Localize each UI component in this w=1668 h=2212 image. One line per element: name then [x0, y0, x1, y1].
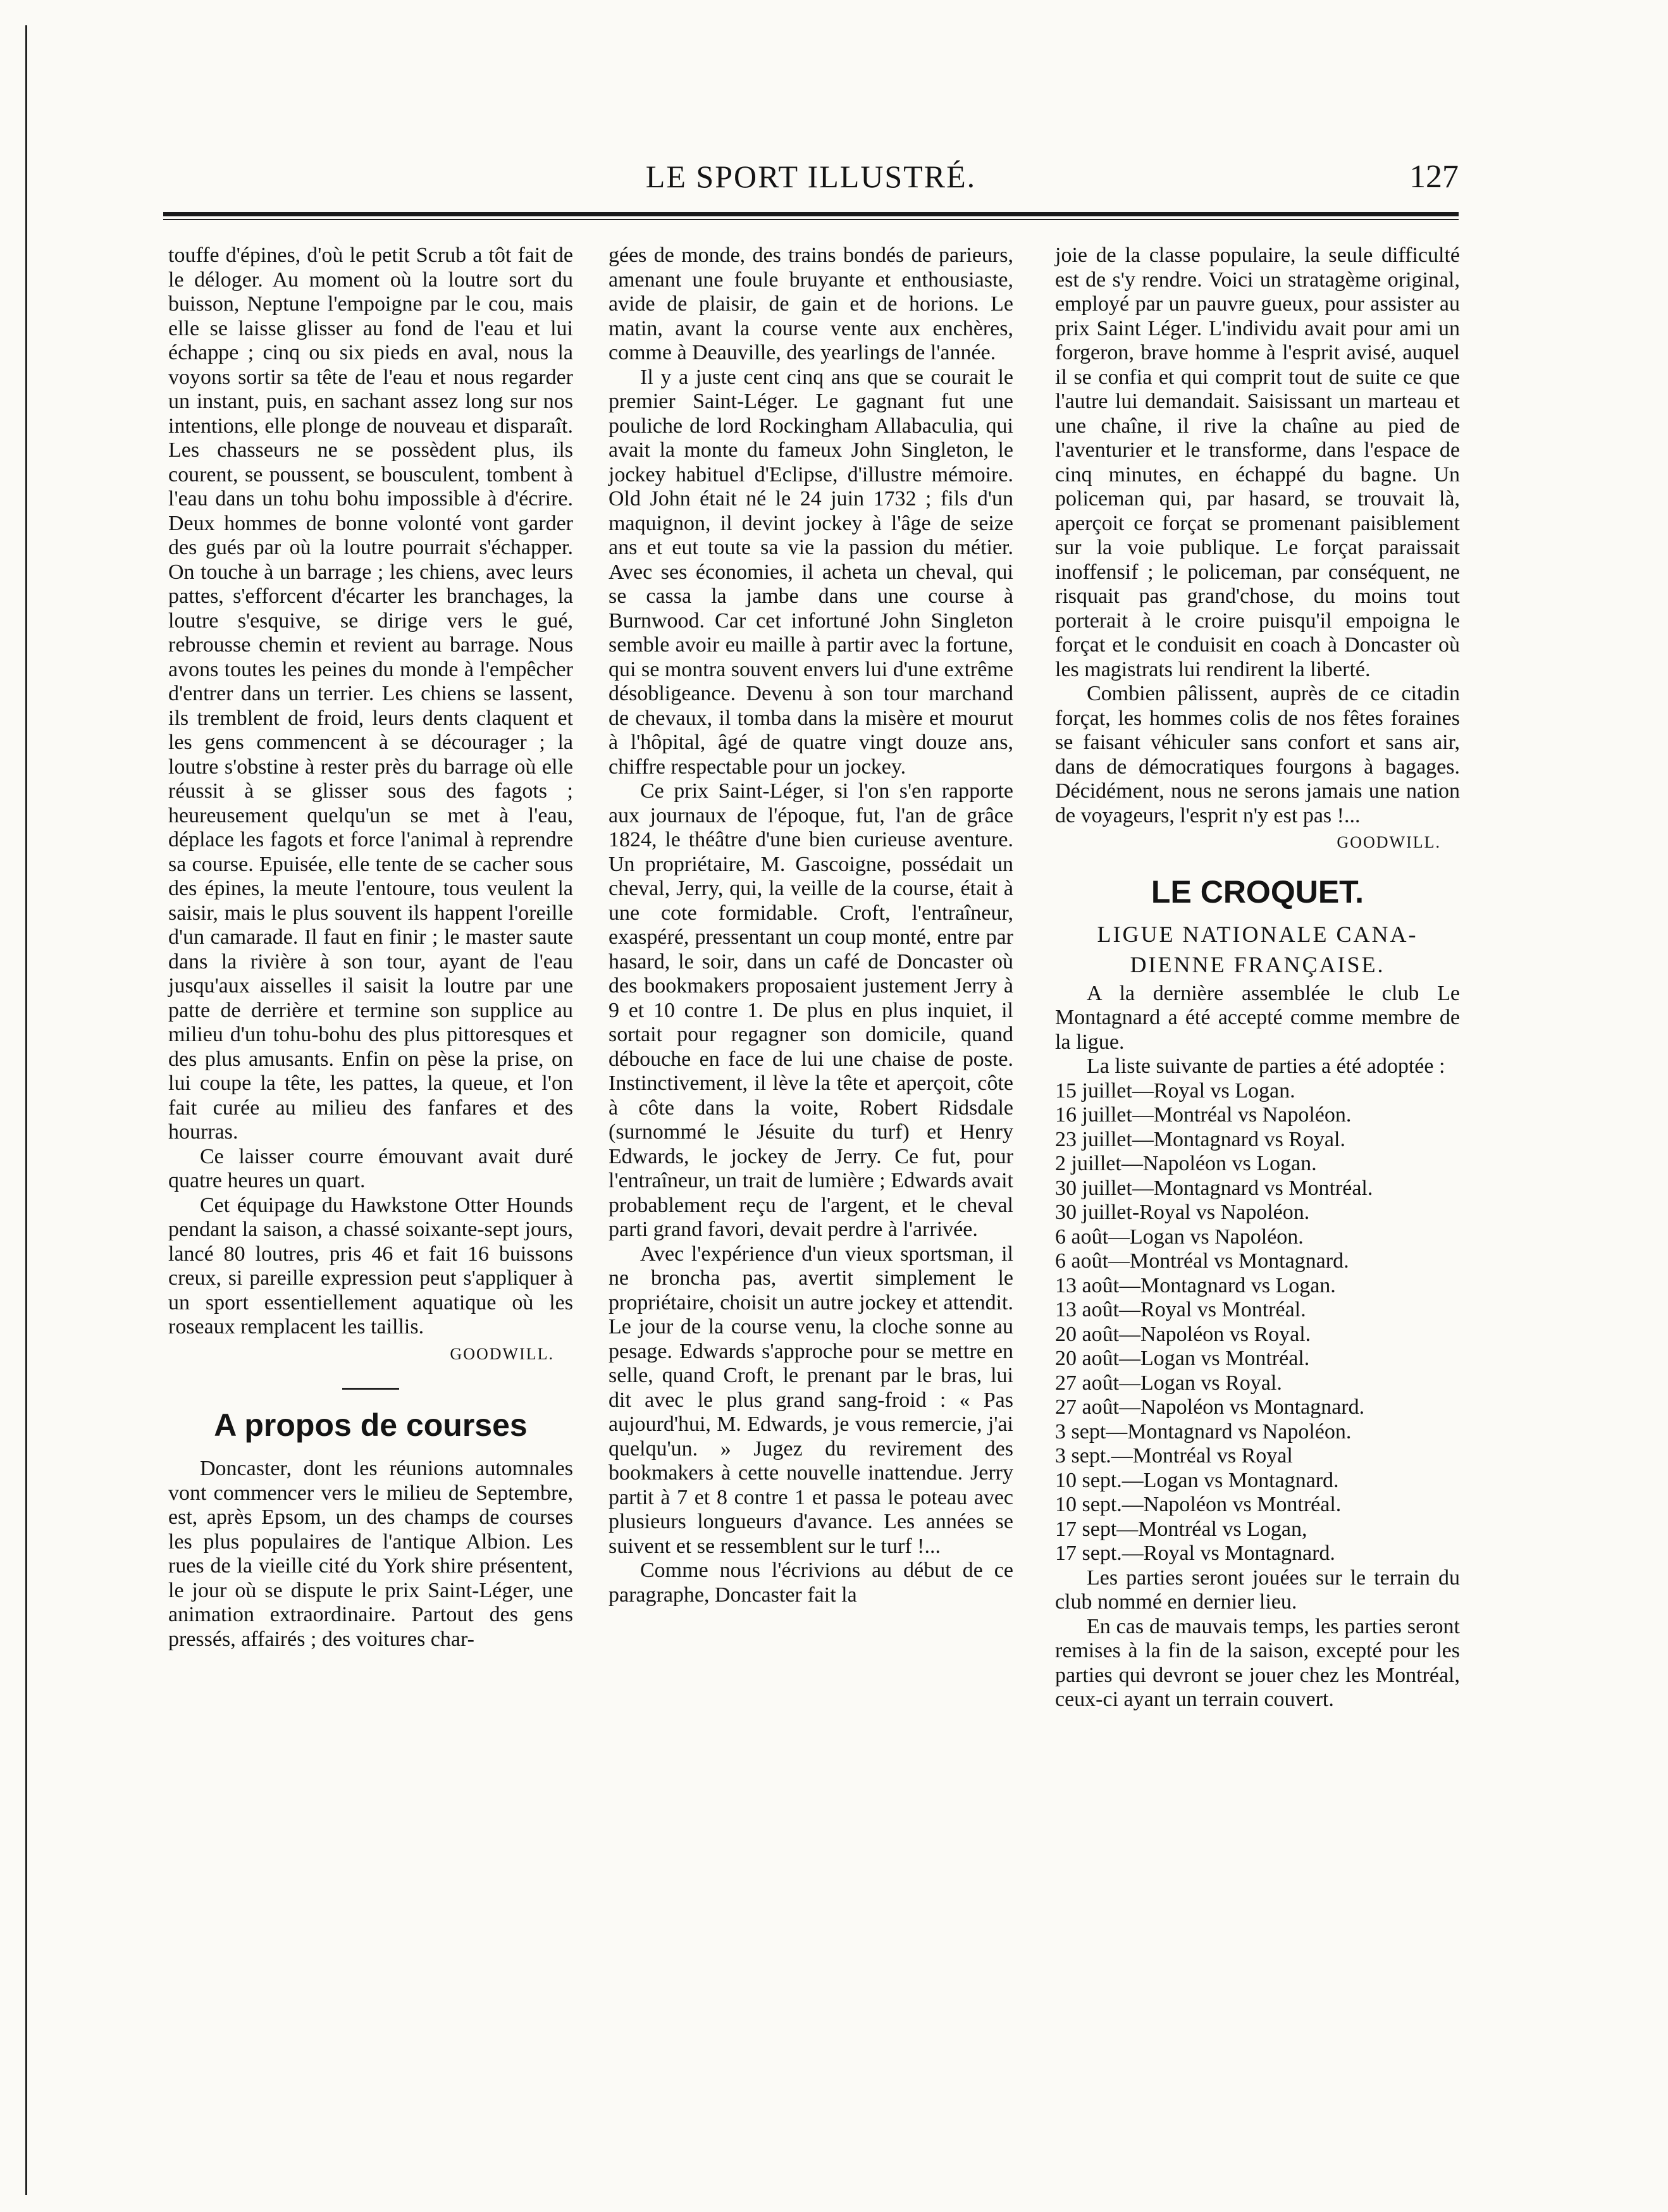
- signature: GOODWILL.: [450, 1344, 554, 1363]
- schedule-item: 17 sept.—Royal vs Montagnard.: [1055, 1542, 1335, 1565]
- schedule-item: 27 août—Napoléon vs Montagnard.: [1055, 1395, 1365, 1419]
- schedule-item: 17 sept—Montréal vs Logan,: [1055, 1517, 1307, 1541]
- column-2: [609, 244, 1013, 1607]
- schedule-item: 3 sept—Montagnard vs Napoléon.: [1055, 1419, 1352, 1443]
- article-title: LE CROQUET.: [1151, 874, 1364, 910]
- paragraph: Il y a juste cent cinq ans que se courait le premier Saint-Léger. Le gagnant fut une pouliche de lord Rockingham Allabaculia, qui avait la monte du fameux John Singleton, le jockey habituel d'Eclipse, d'illustre mémoire. Old John était né le 24 juin 1732 ; fils d'un maquignon, il devint jockey à l'âge de seize ans et eut toute sa vie la passion du métier. Avec ses économies, il acheta un cheval, qui se cassa la jambe dans une course à Burnwood. Car cet infortuné John Singleton semble avoir eu maille à partir avec la fortune, qui se montra souvent envers lui d'une extrême désobligeance. Devenu à son tour marchand de chevaux, il tomba dans la misère et mourut à l'hôpital, âgé de quatre vingt douze ans, chiffre respectable pour un jockey.: [609, 365, 1013, 779]
- paragraph: Avec l'expérience d'un vieux sportsman, il ne broncha pas, avertit simplement le propriétaire, choisit un autre jockey et attendit. Le jour de la course venu, la cloche sonne au pesage. Edwards s'approche pour se mettre en selle, quand Croft, le prenant par le bras, lui dit avec le plus grand sang-froid : « Pas aujourd'hui, M. Edwards, je vous remercie, j'ai quelqu'un. » Jugez du revirement des bookmakers à cette nouvelle inattendue. Jerry partit à 7 et 8 contre 1 et passa le poteau avec plusieurs longueurs d'avance. Les années se suivent et se ressemblent sur le turf !...: [609, 1242, 1013, 1558]
- schedule-item: 23 juillet—Montagnard vs Royal.: [1055, 1127, 1345, 1151]
- schedule-item: 20 août—Napoléon vs Royal.: [1055, 1322, 1311, 1346]
- section-divider: [342, 1388, 399, 1390]
- page-header: [163, 158, 1459, 196]
- schedule-item: 16 juillet—Montréal vs Napoléon.: [1055, 1103, 1352, 1127]
- page-number: 127: [1409, 159, 1459, 195]
- schedule-item: 13 août—Montagnard vs Logan.: [1055, 1273, 1336, 1297]
- subtitle: LIGUE NATIONALE CANA-: [1097, 921, 1418, 947]
- paragraph: Ce prix Saint-Léger, si l'on s'en rapporte aux journaux de l'époque, fut, l'an de grâce 1824, le théâtre d'une bien curieuse aventure. Un propriétaire, M. Gascoigne, possédait un cheval, Jerry, qui, la veille de la course, était à une cote formidable. Croft, l'entraîneur, exaspéré, pressentant un coup monté, entre par hasard, le soir, dans un café de Doncaster où des bookmakers proposaient justement Jerry à 9 et 10 contre 1. De plus en plus inquiet, il sortait pour regagner son domicile, quand débouche en face de lui une chaise de poste. Instinctivement, il lève la tête et aperçoit, côte à côte dans la voite, Robert Ridsdale (surnommé le Jésuite du turf) et Henry Edwards, le jockey de Jerry. Ce fut, pour l'entraîneur, un trait de lumière ; Edwards avait probablement reçu de l'argent, et le cheval parti grand favori, devait perdre à l'arrivée.: [609, 779, 1013, 1241]
- page-edge: [25, 25, 27, 2195]
- article-title: A propos de courses: [214, 1407, 528, 1443]
- paragraph: touffe d'épines, d'où le petit Scrub a tôt fait de le déloger. Au moment où la loutre sort du buisson, Neptune l'empoigne par le cou, mais elle se laisse glisser au fond de l'eau et lui échappe ; cinq ou six pieds en aval, nous la voyons sortir sa tête de l'eau et nous regarder un instant, puis, en sachant assez long sur nos intentions, elle plonge de nouveau et disparaît. Les chasseurs ne se possèdent plus, ils courent, se poussent, se bousculent, tombent à l'eau dans un tohu bohu impossible à d'écrire. Deux hommes de bonne volonté vont garder des gués par où la loutre pourrait s'échapper. On touche à un barrage ; les chiens, avec leurs pattes, s'efforcent d'écarter les branchages, la loutre s'esquive, se dirige vers le gué, rebrousse chemin et revient au barrage. Nous avons toutes les peines du monde à l'empêcher d'entrer dans un terrier. Les chiens se lassent, ils tremblent de froid, leurs dents claquent et les gens commencent à se décourager ; la loutre s'obstine à rester près du barrage où elle réussit à se glisser sous des fagots ; heureusement quelqu'un se met à l'eau, déplace les fagots et force l'animal à reprendre sa course. Epuisée, elle tente de se cacher sous des épines, la meute l'entoure, tous veulent la saisir, mais le plus souvent ils happent l'oreille d'un camarade. Il faut en finir ; le master saute dans la rivière à son tour, ayant de l'eau jusqu'aux aisselles il saisit la loutre par une patte de derrière et termine son supplice au milieu d'un tohu-bohu des plus pittoresques et des plus amusants. Enfin on pèse la prise, on lui coupe la tête, les pattes, la queue, et l'on fait curée au milieu des fanfares et des hourras.: [168, 244, 573, 1144]
- schedule-item: 2 juillet—Napoléon vs Logan.: [1055, 1152, 1317, 1175]
- subtitle: DIENNE FRANÇAISE.: [1130, 951, 1385, 977]
- schedule-item: 30 juillet—Montagnard vs Montréal.: [1055, 1176, 1373, 1200]
- paragraph: Combien pâlissent, auprès de ce citadin forçat, les hommes colis de nos fêtes foraines se faisant véhiculer sans confort et sans air, dans de démocratiques fourgons à bagages. Décidément, nous ne serons jamais une nation de voyageurs, l'esprit n'y est pas !...: [1055, 682, 1460, 827]
- schedule-item: 13 août—Royal vs Montréal.: [1055, 1298, 1306, 1321]
- schedule-item: 27 août—Logan vs Royal.: [1055, 1371, 1282, 1395]
- paragraph: joie de la classe populaire, la seule difficulté est de s'y rendre. Voici un stratagème original, employé par un pauvre gueux, pour assister au prix Saint Léger. L'individu avait pour ami un forgeron, brave homme à l'esprit avisé, auquel il se confia et qui comprit tout de suite ce que l'autre lui demandait. Saisissant un marteau et une chaîne, il rive la chaîne au pied de l'aventurier et le transforme, dans l'espace de cinq minutes, en échappé du bagne. Un policeman qui, par hasard, se trouvait là, aperçoit ce forçat se promenant paisiblement sur la voie publique. Le forçat paraissait inoffensif ; le policeman, par conséquent, ne risquait pas grand'chose, du moins tout porterait à le croire puisqu'il empoigna le forçat et le conduisit en coach à Doncaster où les magistrats lui rendirent la liberté.: [1055, 244, 1460, 681]
- schedule-item: 15 juillet—Royal vs Logan.: [1055, 1078, 1295, 1103]
- schedule-item: 20 août—Logan vs Montréal.: [1055, 1347, 1310, 1370]
- paragraph: La liste suivante de parties a été adoptée :: [1087, 1054, 1445, 1078]
- game-schedule: [1055, 1079, 1460, 1566]
- schedule-item: 6 août—Logan vs Napoléon.: [1055, 1225, 1304, 1249]
- header-rule-thin: [163, 219, 1459, 220]
- paragraph: Ce laisser courre émouvant avait duré quatre heures un quart.: [168, 1144, 573, 1192]
- paragraph: gées de monde, des trains bondés de parieurs, amenant une foule bruyante et enthousiaste, avide de plaisir, de gain et de horions. Le matin, avant la course vente aux enchères, comme à Deauville, des yearlings de l'année.: [609, 244, 1013, 364]
- schedule-item: 6 août—Montréal vs Montagnard.: [1055, 1249, 1349, 1273]
- schedule-item: 10 sept.—Logan vs Montagnard.: [1055, 1468, 1339, 1492]
- paragraph: Les parties seront jouées sur le terrain du club nommé en dernier lieu.: [1055, 1566, 1460, 1614]
- schedule-item: 30 juillet-Royal vs Napoléon.: [1055, 1201, 1310, 1224]
- newspaper-title: LE SPORT ILLUSTRÉ.: [645, 159, 977, 194]
- schedule-item: 10 sept.—Napoléon vs Montréal.: [1055, 1493, 1342, 1516]
- signature: GOODWILL.: [1337, 833, 1441, 851]
- paragraph: Doncaster, dont les réunions automnales vont commencer vers le milieu de Septembre, est, après Epsom, un des champs de courses les plus populaires de l'antique Albion. Les rues de la vieille cité du York shire présentent, le jour où se dispute le prix Saint-Léger, une animation extraordinaire. Partout des gens pressés, affairés ; des voitures char-: [168, 1457, 573, 1651]
- paragraph: A la dernière assemblée le club Le Montagnard a été accepté comme membre de la ligue.: [1055, 981, 1460, 1054]
- column-1: [168, 244, 573, 1652]
- schedule-item: 3 sept.—Montréal vs Royal: [1055, 1444, 1293, 1467]
- column-3: [1055, 244, 1460, 1712]
- paragraph: En cas de mauvais temps, les parties seront remises à la fin de la saison, excepté pour les parties qui devront se jouer chez les Montréal, ceux-ci ayant un terrain couvert.: [1055, 1614, 1460, 1711]
- paragraph: Cet équipage du Hawkstone Otter Hounds pendant la saison, a chassé soixante-sept jours, lancé 80 loutres, pris 46 et fait 16 buissons creux, si pareille expression peut s'appliquer à un sport essentiellement aquatique où les roseaux remplacent les taillis.: [168, 1193, 573, 1338]
- header-rule: [163, 212, 1459, 216]
- paragraph: Comme nous l'écrivions au début de ce paragraphe, Doncaster fait la: [609, 1559, 1013, 1607]
